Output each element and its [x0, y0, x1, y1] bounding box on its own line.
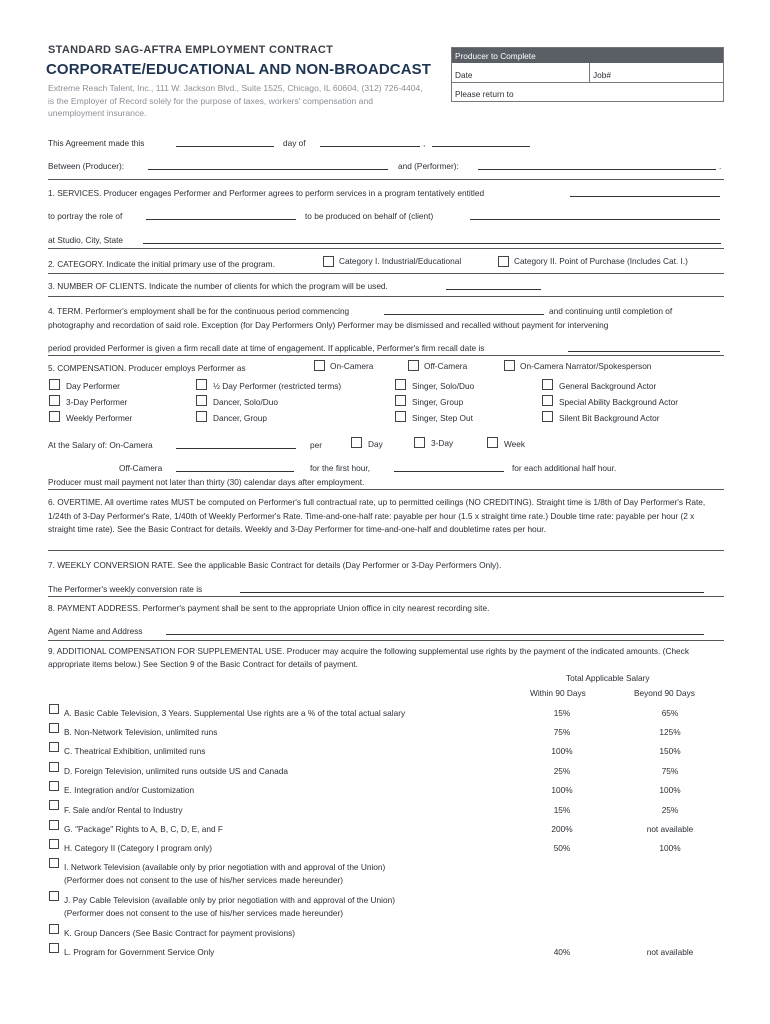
salary-on-label: At the Salary of: On-Camera [48, 440, 153, 450]
supp-b-within: 75% [553, 727, 571, 737]
within-header: Within 90 Days [530, 688, 586, 698]
section-divider [48, 296, 724, 297]
producer-box [451, 47, 724, 102]
client-field[interactable] [470, 219, 720, 220]
day-performer-label: Day Performer [66, 381, 120, 391]
dancer-solo-checkbox[interactable] [196, 395, 207, 406]
singer-stepout-label: Singer, Step Out [412, 413, 473, 423]
performer-name-field[interactable] [478, 169, 716, 170]
supp-f-checkbox[interactable] [49, 800, 59, 810]
off-camera-label: Off-Camera [424, 361, 468, 371]
section-divider [48, 355, 724, 356]
producer-box-heading: Producer to Complete [452, 48, 723, 63]
category-2-checkbox[interactable] [498, 256, 509, 267]
supp-g-beyond: not available [646, 824, 694, 834]
singer-stepout-checkbox[interactable] [395, 411, 406, 422]
three-day-performer-label: 3-Day Performer [66, 397, 128, 407]
salary-on-field[interactable] [176, 448, 296, 449]
supp-c-checkbox[interactable] [49, 742, 59, 752]
per-3day-checkbox[interactable] [414, 437, 425, 448]
supp-g-label: G. "Package" Rights to A, B, C, D, E, and F [64, 824, 223, 834]
agreement-dayof-label: day of [283, 138, 306, 148]
term-line-2: photography and recordation of said role. Exception (for Day Performers Only) Performer may be dismissed and recalled without payment for intervening [48, 320, 609, 330]
client-label: to be produced on behalf of (client) [305, 211, 434, 221]
supp-c-within: 100% [551, 746, 573, 756]
each-half-label: for each additional half hour. [512, 463, 617, 473]
dancer-solo-label: Dancer, Solo/Duo [213, 397, 279, 407]
producer-return-label: Please return to [455, 89, 514, 99]
section-divider [48, 489, 724, 490]
supp-a-beyond: 65% [661, 708, 679, 718]
narrator-label: On-Camera Narrator/Spokesperson [520, 361, 652, 371]
singer-solo-checkbox[interactable] [395, 379, 406, 390]
supp-d-beyond: 75% [661, 766, 679, 776]
general-background-checkbox[interactable] [542, 379, 553, 390]
weekly-rate-label: The Performer's weekly conversion rate is [48, 584, 203, 594]
category-1-label: Category I. Industrial/Educational [339, 256, 462, 266]
producer-job-label: Job# [593, 70, 611, 80]
supp-b-checkbox[interactable] [49, 723, 59, 733]
program-title-field[interactable] [570, 196, 720, 197]
half-day-performer-checkbox[interactable] [196, 379, 207, 390]
performer-period: . [719, 161, 722, 171]
per-week-label: Week [504, 439, 526, 449]
agreement-comma: , [423, 138, 426, 148]
section-divider [48, 248, 724, 249]
supp-j-note: (Performer does not consent to the use of his/her services made hereunder) [64, 908, 344, 918]
supp-h-checkbox[interactable] [49, 839, 59, 849]
supp-a-label: A. Basic Cable Television, 3 Years. Supplemental Use rights are a % of the total actual salary [64, 708, 406, 718]
supp-f-label: F. Sale and/or Rental to Industry [64, 805, 183, 815]
category-text: 2. CATEGORY. Indicate the initial primary use of the program. [48, 259, 275, 269]
producer-date-row[interactable] [452, 63, 723, 83]
supp-e-label: E. Integration and/or Customization [64, 785, 195, 795]
on-camera-checkbox[interactable] [314, 360, 325, 371]
supp-c-beyond: 150% [659, 746, 681, 756]
salary-off-field[interactable] [176, 471, 294, 472]
dancer-group-label: Dancer, Group [213, 413, 267, 423]
section-divider [48, 640, 724, 641]
supp-e-within: 100% [551, 785, 573, 795]
role-label: to portray the role of [48, 211, 123, 221]
supp-i-checkbox[interactable] [49, 858, 59, 868]
per-day-checkbox[interactable] [351, 437, 362, 448]
beyond-header: Beyond 90 Days [634, 688, 695, 698]
supp-i-note: (Performer does not consent to the use of his/her services made hereunder) [64, 875, 344, 885]
payment-text: 8. PAYMENT ADDRESS. Performer's payment shall be sent to the appropriate Union office in city nearest recording site. [48, 603, 490, 613]
supp-h-within: 50% [553, 843, 571, 853]
on-camera-label: On-Camera [330, 361, 374, 371]
category-2-label: Category II. Point of Purchase (Includes Cat. I.) [514, 256, 688, 266]
employer-note: Extreme Reach Talent, Inc., 111 W. Jackson Blvd., Suite 1525, Chicago, IL 60604, (312) 726-4404, is the Employer of Record solely for the purpose of taxes, workers' compensation and unemployment insurance. [48, 83, 423, 118]
supp-k-label: K. Group Dancers (See Basic Contract for payment provisions) [64, 928, 296, 938]
silent-bit-label: Silent Bit Background Actor [559, 413, 660, 423]
supp-d-label: D. Foreign Television, unlimited runs outside US and Canada [64, 766, 288, 776]
supp-l-checkbox[interactable] [49, 943, 59, 953]
supp-j-checkbox[interactable] [49, 891, 59, 901]
clients-field[interactable] [446, 289, 541, 290]
total-salary-header: Total Applicable Salary [566, 673, 650, 683]
compensation-text: 5. COMPENSATION. Producer employs Performer as [48, 363, 246, 373]
clients-text: 3. NUMBER OF CLIENTS. Indicate the number of clients for which the program will be used. [48, 281, 388, 291]
supplemental-text: 9. ADDITIONAL COMPENSATION FOR SUPPLEMENTAL USE. Producer may acquire the following supplemental use rights by the payment of the indicated amounts. (Check appropriate items below.) See Section 9 of the Basic Contract for details of payment. [48, 646, 689, 669]
category-1-checkbox[interactable] [323, 256, 334, 267]
supp-l-within: 40% [553, 947, 571, 957]
narrator-checkbox[interactable] [504, 360, 515, 371]
silent-bit-checkbox[interactable] [542, 411, 553, 422]
supp-e-checkbox[interactable] [49, 781, 59, 791]
recall-date-field[interactable] [568, 351, 720, 352]
supp-a-checkbox[interactable] [49, 704, 59, 714]
section-divider [48, 550, 724, 551]
supp-j-label: J. Pay Cable Television (available only by prior negotiation with and approval of the Union) [64, 895, 395, 905]
singer-group-checkbox[interactable] [395, 395, 406, 406]
supp-k-checkbox[interactable] [49, 924, 59, 934]
producer-date-label: Date [455, 70, 473, 80]
supp-b-beyond: 125% [659, 727, 681, 737]
special-background-checkbox[interactable] [542, 395, 553, 406]
supp-h-beyond: 100% [659, 843, 681, 853]
dancer-group-checkbox[interactable] [196, 411, 207, 422]
singer-group-label: Singer, Group [412, 397, 464, 407]
agreement-year-field[interactable] [432, 146, 530, 147]
per-week-checkbox[interactable] [487, 437, 498, 448]
agent-field[interactable] [166, 634, 704, 635]
term-line-1b: and continuing until completion of [549, 306, 673, 316]
supp-g-within: 200% [551, 824, 573, 834]
supp-b-label: B. Non-Network Television, unlimited runs [64, 727, 218, 737]
producer-name-field[interactable] [148, 169, 388, 170]
supp-l-beyond: not available [646, 947, 694, 957]
supp-e-beyond: 100% [659, 785, 681, 795]
weekly-performer-label: Weekly Performer [66, 413, 133, 423]
supp-h-label: H. Category II (Category I program only) [64, 843, 213, 853]
supp-c-label: C. Theatrical Exhibition, unlimited runs [64, 746, 206, 756]
supp-i-label: I. Network Television (available only by prior negotiation with and approval of the Union) [64, 862, 386, 872]
contract-title: STANDARD SAG-AFTRA EMPLOYMENT CONTRACT [48, 44, 334, 56]
salary-off-label: Off-Camera [119, 463, 163, 473]
three-day-performer-checkbox[interactable] [49, 395, 60, 406]
agreement-month-field[interactable] [320, 146, 420, 147]
term-start-field[interactable] [384, 314, 544, 315]
day-performer-checkbox[interactable] [49, 379, 60, 390]
term-line-1: 4. TERM. Performer's employment shall be for the continuous period commencing [48, 306, 350, 316]
agreement-made-label: This Agreement made this [48, 138, 145, 148]
studio-label: at Studio, City, State [48, 235, 124, 245]
per-day-label: Day [368, 439, 383, 449]
special-background-label: Special Ability Background Actor [559, 397, 678, 407]
supp-g-checkbox[interactable] [49, 820, 59, 830]
supp-a-within: 15% [553, 708, 571, 718]
term-line-3: period provided Performer is given a firm recall date at time of engagement. If applicable, Performer's firm recall date is [48, 343, 485, 353]
supp-d-within: 25% [553, 766, 571, 776]
off-camera-checkbox[interactable] [408, 360, 419, 371]
section-divider [48, 273, 724, 274]
per-3day-label: 3-Day [431, 438, 454, 448]
per-label: per [310, 440, 322, 450]
role-field[interactable] [146, 219, 296, 220]
producer-label: Between (Producer): [48, 161, 125, 171]
performer-label: and (Performer): [398, 161, 459, 171]
half-day-performer-label: ½ Day Performer (restricted terms) [213, 381, 342, 391]
half-hour-field[interactable] [394, 471, 504, 472]
agent-label: Agent Name and Address [48, 626, 143, 636]
agreement-day-field[interactable] [176, 146, 274, 147]
weekly-performer-checkbox[interactable] [49, 411, 60, 422]
first-hour-label: for the first hour, [310, 463, 370, 473]
section-divider [48, 179, 724, 180]
payment-note: Producer must mail payment not later than thirty (30) calendar days after employment. [48, 477, 365, 487]
singer-solo-label: Singer, Solo/Duo [412, 381, 475, 391]
supp-f-within: 15% [553, 805, 571, 815]
weekly-rate-field[interactable] [240, 592, 704, 593]
studio-field[interactable] [143, 243, 721, 244]
section-divider [48, 596, 724, 597]
contract-subtitle: CORPORATE/EDUCATIONAL AND NON-BROADCAST [46, 61, 432, 78]
supp-l-label: L. Program for Government Service Only [64, 947, 215, 957]
general-background-label: General Background Actor [559, 381, 657, 391]
overtime-text: 6. OVERTIME. All overtime rates MUST be computed on Performer's full contractual rate, up to permitted ceilings (NO CREDITING). Straight time is 1/8th of Day Performer's Rate, 1/24th of 3-Day Performer's Rate, 1/40th of Weekly Performer's Rate. Time-and-one-half rate: payable per hour (1.5 x straight time rate.) Double time rate: payable per hour (2 x straight time rate). See the Basic Contract for details. Weekly and 3-Day Performer for time-and-one-half and doubletime rates per hour. [48, 497, 706, 534]
services-text: 1. SERVICES. Producer engages Performer and Performer agrees to perform services in a program tentatively entitled [48, 188, 485, 198]
weekly-text: 7. WEEKLY CONVERSION RATE. See the applicable Basic Contract for details (Day Performer or 3-Day Performers Only). [48, 560, 502, 570]
supp-d-checkbox[interactable] [49, 762, 59, 772]
supp-f-beyond: 25% [661, 805, 679, 815]
